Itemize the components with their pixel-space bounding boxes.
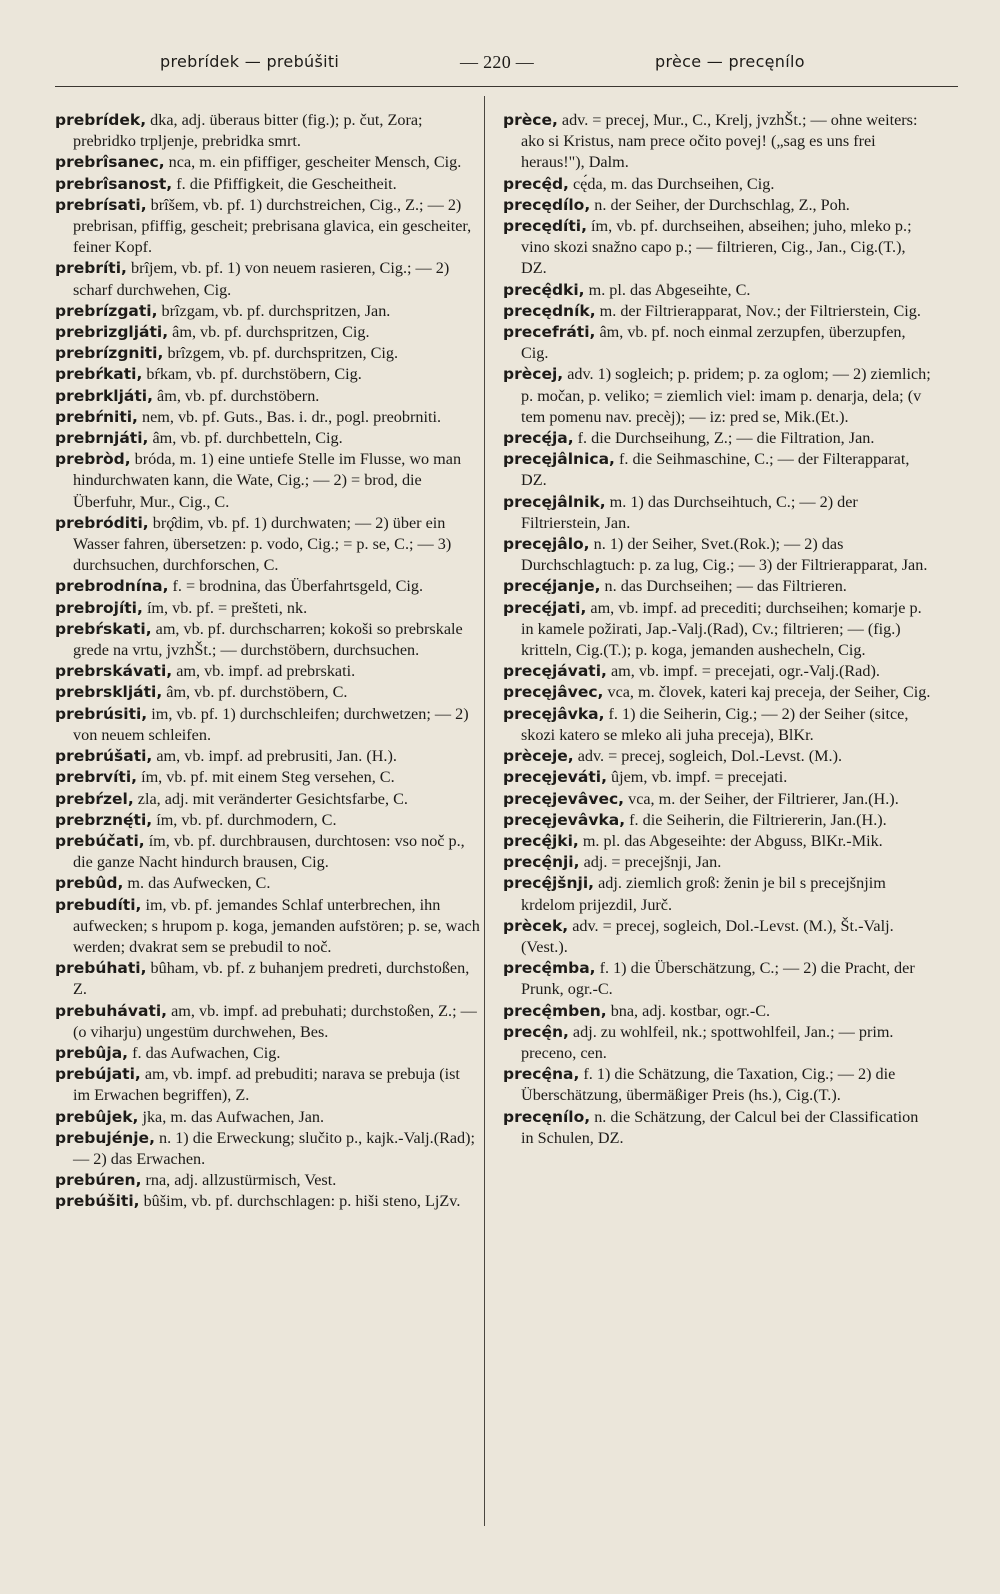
dictionary-entry [503,916,933,958]
entry-definition: im, vb. pf. jemandes Schlaf unterbrechen, ihn aufwecken; s hrupom p. koga, jemanden aufstören; p. se, wach werden; dvakrat sem se prebudil to noč. [73,895,480,956]
entry-definition: cę́da, m. das Durchseihen, Cig. [568,174,775,193]
entry-definition: âm, vb. pf. durchstöbern, C. [162,683,348,702]
dictionary-entry [55,958,480,1000]
entry-definition: rna, adj. allzustürmisch, Vest. [141,1171,337,1190]
entry-headword: precęjávati, [503,662,607,681]
entry-definition: vca, m. človek, kateri kaj preceja, der Seiher, Cig. [603,683,931,702]
header-right-guide-words: prèce — precęnílo [655,52,805,71]
entry-headword: prebrúšati, [55,747,153,766]
entry-headword: prebrídek, [55,111,147,129]
entry-definition: ím, vb. pf. = prešteti, nk. [142,598,308,617]
entry-definition: ûjem, vb. impf. = precejati. [606,768,788,787]
dictionary-entry [55,873,480,894]
dictionary-entry [503,1022,933,1064]
dictionary-entry [55,322,480,343]
entry-headword: prebúren, [55,1171,142,1190]
entry-headword: prebrodnína, [55,577,169,596]
entry-definition: brîzgem, vb. pf. durchspritzen, Cig. [163,344,399,363]
dictionary-entry [55,428,480,449]
entry-headword: precęjevâvka, [503,810,626,829]
entry-definition: âm, vb. pf. durchstöbern. [153,386,320,405]
dictionary-entry [55,343,480,364]
dictionary-entry [55,152,480,173]
entry-definition: am, vb. pf. durchscharren; kokoši so prebrskale grede na vrtu, jvzhŠt.; — durchstöbern, durchsuchen. [73,619,463,660]
entry-headword: precę́ja, [503,429,574,448]
entry-headword: prebújati, [55,1065,141,1084]
entry-definition: f. 1) die Seiherin, Cig.; — 2) der Seiher (sitce, skozi katero se mleko ali juha preceja), BlKr. [521,704,909,744]
dictionary-entry [55,661,480,682]
entry-definition: am, vb. impf. ad prebuditi; narava se prebuja (ist im Erwachen begriffen), Z. [73,1065,460,1105]
entry-definition: m. pl. das Abgeseihte: der Abguss, BlKr.-Mik. [578,831,883,850]
entry-definition: ím, vb. pf. mit einem Steg versehen, C. [137,768,395,787]
entry-headword: prebrizgljáti, [55,323,169,342]
entry-headword: prebúčati, [55,831,145,850]
entry-headword: precę̂dki, [503,280,585,299]
dictionary-entry [55,195,480,259]
entry-definition: adj. zu wohlfeil, nk.; spottwohlfeil, Jan.; — prim. preceno, cen. [521,1022,894,1062]
entry-definition: vca, m. der Seiher, der Filtrierer, Jan.(H.). [624,789,899,808]
entry-headword: prebrísati, [55,195,147,214]
dictionary-entry [55,407,480,428]
entry-definition: nem, vb. pf. Guts., Bas. i. dr., pogl. preobrniti. [137,407,441,426]
entry-headword: prècek, [503,916,569,935]
entry-definition: zla, adj. mit veränderter Gesichtsfarbe, C. [133,789,408,808]
dictionary-entry [55,364,480,385]
dictionary-entry [55,895,480,959]
entry-definition: am, vb. impf. ad prebrusiti, Jan. (H.). [152,747,397,766]
dictionary-entry [55,301,480,322]
entry-headword: precędíti, [503,217,587,236]
entry-headword: prebrîsanec, [55,153,165,172]
entry-headword: precę̂n, [503,1022,569,1041]
entry-definition: n. das Durchseihen; — das Filtrieren. [600,577,847,596]
dictionary-entry [503,492,933,534]
dictionary-entry [55,704,480,746]
page-number: — 220 — [460,52,535,72]
right-column [503,110,933,1149]
header-left-guide-words: prebrídek — prebúšiti [160,52,340,71]
entry-headword: precędník, [503,301,596,320]
dictionary-entry [503,1107,933,1149]
entry-headword: precę́janje, [503,577,601,596]
entry-headword: prebûja, [55,1043,129,1062]
dictionary-entry [503,195,933,216]
entry-headword: prebŕskati, [55,619,152,638]
entry-definition: ím, vb. pf. durchbrausen, durchtosen: vso noč p., die ganze Nacht hindurch brausen, Cig. [73,831,465,872]
entry-definition: dka, adj. überaus bitter (fig.); p. čut, Zora; prebridko trpljenje, prebridka smrt. [73,111,423,151]
entry-definition: adj. ziemlich groß: ženin je bil s precejšnjim krdelom prijezdil, Jurč. [521,874,886,914]
dictionary-entry [503,216,933,280]
entry-headword: precę̂mba, [503,959,596,978]
entry-headword: precę̂nji, [503,853,580,872]
entry-headword: precędílo, [503,195,591,214]
dictionary-entry [503,958,933,1000]
entry-headword: prèceje, [503,747,574,766]
dictionary-entry [503,1001,933,1022]
dictionary-entry [503,661,933,682]
entry-definition: f. die Seihmaschine, C.; — der Filterapparat, DZ. [521,450,910,490]
dictionary-entry [503,852,933,873]
entry-definition: bna, adj. kostbar, ogr.-C. [606,1001,771,1020]
dictionary-entry [503,831,933,852]
dictionary-entry [503,767,933,788]
dictionary-entry [503,682,933,703]
dictionary-entry [55,110,480,152]
dictionary-entry [55,513,480,577]
entry-headword: prebrojíti, [55,598,143,617]
entry-headword: precę̂na, [503,1065,580,1084]
entry-definition: adv. 1) sogleich; p. pridem; p. za oglom; — 2) ziemlich; p. močan, p. veliko; = ziemlich viel: imam p. denarja, dela; (v tem pomenu nav. precèj); — iz: pred se, Mik.(Et.). [521,365,931,426]
entry-definition: m. das Aufwecken, C. [123,874,271,893]
entry-definition: brîzgam, vb. pf. durchspritzen, Jan. [157,301,391,320]
entry-definition: ím, vb. pf. durchseihen, abseihen; juho, mleko p.; vino skozi snažno capo p.; — filtrieren, Cig., Jan., Cig.(T.), DZ. [521,217,912,278]
entry-definition: n. die Schätzung, der Calcul bei der Classification in Schulen, DZ. [521,1107,919,1147]
entry-headword: prebrvíti, [55,768,138,787]
entry-headword: prebrskávati, [55,662,173,681]
entry-headword: prebrnjáti, [55,429,149,448]
dictionary-entry [55,174,480,195]
entry-definition: adv. = precej, Mur., C., Krelj, jvzhŠt.; — ohne weiters: ako si Kristus, nam prece očito povej! („sag es uns frei heraus!"), Dalm. [521,111,918,172]
dictionary-entry [503,301,933,322]
entry-definition: âm, vb. pf. durchspritzen, Cig. [168,323,370,342]
column-divider [484,96,485,1526]
entry-headword: prebûd, [55,874,124,893]
entry-definition: m. pl. das Abgeseihte, C. [584,280,751,299]
entry-headword: precefráti, [503,323,596,342]
dictionary-entry [503,322,933,364]
entry-headword: precęjâvka, [503,704,605,723]
entry-headword: prebróditi, [55,513,149,532]
entry-definition: bróda, m. 1) eine untiefe Stelle im Flusse, wo man hindurchwaten kann, die Wate, Cig.; — 2) = brod, die Überfuhr, Mur., Cig., C. [73,450,462,511]
entry-definition: f. = brodnina, das Überfahrtsgeld, Cig. [168,577,424,596]
entry-headword: prebrízgati, [55,301,158,320]
dictionary-entry [503,449,933,491]
dictionary-entry [55,1064,480,1106]
dictionary-entry [503,598,933,662]
entry-definition: n. 1) die Erweckung; slučito p., kajk.-Valj.(Rad); — 2) das Erwachen. [73,1128,476,1168]
entry-headword: prebrúsiti, [55,704,148,723]
entry-headword: prebròd, [55,450,131,469]
entry-definition: n. 1) der Seiher, Svet.(Rok.); — 2) das Durchschlagtuch: p. za lug, Cig.; — 3) der Filtrierapparat, Jan. [521,535,928,575]
dictionary-entry [55,767,480,788]
entry-headword: precęjevâvec, [503,789,625,808]
entry-headword: prebrznę́ti, [55,810,153,829]
entry-headword: precę̂jki, [503,831,579,850]
entry-definition: âm, vb. pf. durchbetteln, Cig. [148,429,343,448]
entry-definition: im, vb. pf. 1) durchschleifen; durchwetzen; — 2) von neuem schleifen. [73,704,469,744]
entry-definition: m. 1) das Durchseihtuch, C.; — 2) der Filtrierstein, Jan. [521,492,858,532]
entry-headword: prebrkljáti, [55,386,153,405]
dictionary-entry [55,598,480,619]
entry-headword: precęjâlnica, [503,450,615,469]
entry-definition: m. der Filtrierapparat, Nov.; der Filtrierstein, Cig. [595,301,921,320]
dictionary-entry [55,386,480,407]
dictionary-entry [55,619,480,661]
dictionary-entry [55,258,480,300]
dictionary-entry [503,174,933,195]
dictionary-entry [55,831,480,873]
entry-definition: am, vb. impf. ad precediti; durchseihen; komarje p. in kamele požirati, Jap.-Valj.(Rad), Cv.; filtrieren; — (fig.) kritteln, Cig.(T.); p. koga, jemanden aushecheln, Cig. [521,598,922,660]
dictionary-entry [503,746,933,767]
entry-definition: brǫ̂dim, vb. pf. 1) durchwaten; — 2) über ein Wasser fahren, übersetzen: p. vodo, Cig.; = p. se, C.; — 3) durchsuchen, durchforschen, C. [73,513,452,575]
entry-headword: prebŕniti, [55,407,138,426]
entry-definition: jka, m. das Aufwachen, Jan. [138,1107,325,1126]
entry-headword: prebúšiti, [55,1192,140,1211]
header-rule [55,86,958,87]
dictionary-entry [503,1064,933,1106]
entry-headword: prebuhávati, [55,1001,168,1020]
dictionary-entry [55,789,480,810]
entry-definition: f. die Pfiffigkeit, die Gescheitheit. [172,174,397,193]
entry-headword: prebujénje, [55,1128,155,1147]
entry-definition: adv. = precej, sogleich, Dol.-Levst. (M.). [573,747,843,766]
left-column [55,110,480,1213]
dictionary-entry [503,789,933,810]
entry-headword: prebŕkati, [55,365,143,384]
entry-definition: brîšem, vb. pf. 1) durchstreichen, Cig., Z.; — 2) prebrisan, pfiffig, gescheit; prebrisana glavica, ein gescheiter, feiner Kopf. [73,195,472,257]
entry-definition: ím, vb. pf. durchmodern, C. [152,810,337,829]
dictionary-entry [55,576,480,597]
entry-headword: prebûjek, [55,1107,139,1126]
entry-definition: nca, m. ein pfiffiger, gescheiter Mensch, Cig. [164,153,462,172]
entry-definition: am, vb. impf. = precejati, ogr.-Valj.(Rad). [606,662,880,681]
dictionary-entry [55,1128,480,1170]
dictionary-entry [503,110,933,174]
dictionary-entry [503,810,933,831]
entry-definition: am, vb. impf. ad prebuhati; durchstoßen, Z.; — (o viharju) ungestüm durchwehen, Bes. [73,1001,477,1041]
entry-definition: adj. = precejšnji, Jan. [579,853,722,872]
dictionary-entry [503,280,933,301]
entry-headword: precę̂d, [503,174,569,193]
entry-headword: precęjâlnik, [503,492,606,511]
entry-definition: âm, vb. pf. noch einmal zerzupfen, überzupfen, Cig. [521,323,906,363]
entry-definition: bûšim, vb. pf. durchschlagen: p. hiši steno, LjZv. [139,1192,461,1211]
dictionary-entry [55,682,480,703]
entry-definition: bûham, vb. pf. z buhanjem predreti, durchstoßen, Z. [73,959,470,999]
entry-headword: prebríti, [55,259,127,278]
entry-definition: f. die Durchseihung, Z.; — die Filtration, Jan. [573,429,875,448]
dictionary-entry [503,576,933,597]
entry-headword: prècej, [503,365,564,384]
entry-headword: prebúhati, [55,959,147,978]
entry-headword: prebŕzel, [55,789,134,808]
dictionary-entry [55,1001,480,1043]
dictionary-entry [503,704,933,746]
dictionary-entry [55,1191,480,1212]
entry-definition: f. das Aufwachen, Cig. [128,1043,281,1062]
dictionary-entry [503,873,933,915]
entry-definition: f. 1) die Schätzung, die Taxation, Cig.; — 2) die Überschätzung, übermäßiger Preis (hs.), Cig.(T.). [521,1065,896,1105]
dictionary-entry [55,746,480,767]
entry-headword: precę̂mben, [503,1001,607,1020]
page-header [40,52,960,82]
entry-definition: am, vb. impf. ad prebrskati. [172,662,356,681]
entry-definition: brîjem, vb. pf. 1) von neuem rasieren, Cig.; — 2) scharf durchwehen, Cig. [73,259,450,299]
entry-headword: precęjeváti, [503,768,607,787]
entry-headword: prèce, [503,111,558,129]
dictionary-entry [55,1043,480,1064]
dictionary-entry [55,449,480,513]
entry-headword: precęnílo, [503,1107,591,1126]
entry-definition: adv. = precej, sogleich, Dol.-Levst. (M.), Št.-Valj.(Vest.). [521,916,894,956]
entry-headword: precę̂jšnji, [503,874,595,893]
entry-headword: precęjâvec, [503,683,604,702]
dictionary-entry [503,364,933,428]
entry-definition: f. 1) die Überschätzung, C.; — 2) die Pracht, der Prunk, ogr.-C. [521,959,915,999]
dictionary-entry [55,810,480,831]
entry-headword: prebudíti, [55,895,142,914]
dictionary-entry [55,1170,480,1191]
entry-definition: f. die Seiherin, die Filtriererin, Jan.(H.). [625,810,887,829]
entry-definition: bŕkam, vb. pf. durchstöbern, Cig. [142,365,362,384]
dictionary-entry [503,428,933,449]
entry-headword: prebrízgniti, [55,344,164,363]
entry-headword: prebrîsanost, [55,174,173,193]
dictionary-entry [55,1107,480,1128]
entry-headword: precęjâlo, [503,535,590,554]
entry-headword: prebrskljáti, [55,683,163,702]
entry-headword: precę́jati, [503,598,587,617]
dictionary-entry [503,534,933,576]
entry-definition: n. der Seiher, der Durchschlag, Z., Poh. [590,195,850,214]
